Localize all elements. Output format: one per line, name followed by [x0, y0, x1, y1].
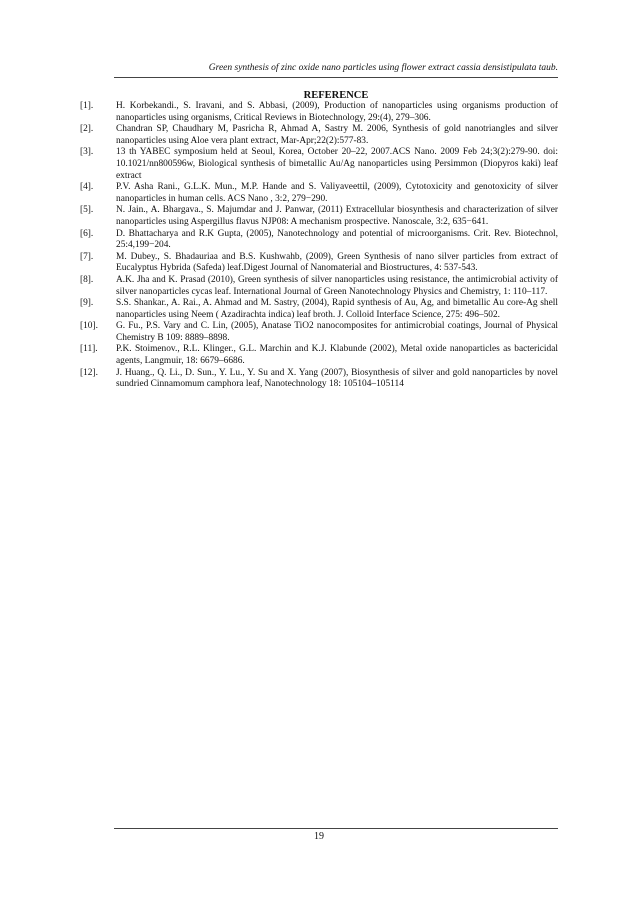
reference-text: P.K. Stoimenov., R.L. Klinger., G.L. Marchin and K.J. Klabunde (2002), Metal oxide nanoparticles as bactericidal agents, Langmuir, 18: 6679–6686. [116, 344, 558, 367]
reference-number: [2]. [80, 124, 94, 135]
reference-item [80, 368, 558, 391]
section-title: REFERENCE [303, 90, 369, 101]
reference-number: [5]. [80, 205, 94, 216]
reference-item [80, 252, 558, 275]
reference-item [80, 275, 558, 298]
reference-item [80, 124, 558, 147]
reference-text: N. Jain., A. Bhargava., S. Majumdar and J. Panwar, (2011) Extracellular biosynthesis and characterization of silver nanoparticles using Aspergillus flavus NJP08: A mechanism prospective. Nanoscale, 3:2, 635−641. [116, 205, 558, 227]
reference-number: [8]. [80, 274, 94, 285]
reference-list [80, 101, 558, 391]
reference-number: [7]. [80, 251, 94, 262]
reference-text: G. Fu., P.S. Vary and C. Lin, (2005), Anatase TiO2 nanocomposites for antimicrobial coatings, Journal of Physical Chemistry B 109: 8889–8898. [116, 321, 558, 343]
reference-number: [6]. [80, 228, 94, 239]
reference-text: S.S. Shankar., A. Rai., A. Ahmad and M. Sastry, (2004), Rapid synthesis of Au, Ag, and bimetallic Au core-Ag shell nanoparticles using Neem ( Azadirachta indica) leaf broth. J. Colloid Interface Science, 275: 496–502. [116, 298, 558, 320]
reference-text: P.V. Asha Rani., G.L.K. Mun., M.P. Hande and S. Valiyaveettil, (2009), Cytotoxicity and genotoxicity of silver nanoparticles in human cells. ACS Nano , 3:2, 279−290. [116, 182, 558, 204]
reference-text: J. Huang., Q. Li., D. Sun., Y. Lu., Y. Su and X. Yang (2007), Biosynthesis of silver and gold nanoparticles by novel sundried Cinnamomum camphora leaf, Nanotechnology 18: 105104–105114 [116, 367, 558, 390]
reference-number: [1]. [80, 101, 94, 111]
reference-item [80, 321, 558, 344]
reference-item [80, 344, 558, 367]
reference-number: [9]. [80, 298, 94, 309]
reference-item [80, 182, 558, 205]
running-header: Green synthesis of zinc oxide nano particles using flower extract cassia densistipulata taub. [208, 63, 558, 73]
reference-number: [10]. [80, 321, 98, 332]
reference-item [80, 101, 558, 124]
reference-text: D. Bhattacharya and R.K Gupta, (2005), Nanotechnology and potential of microorganisms. Crit. Rev. Biotechnol, 25:4,199−204. [116, 228, 558, 251]
page-number: 19 [314, 831, 324, 842]
header-rule [114, 77, 558, 78]
reference-text: M. Dubey., S. Bhadauriaa and B.S. Kushwahb, (2009), Green Synthesis of nano silver particles from extract of Eucalyptus Hybrida (Safeda) leaf.Digest Journal of Nanomaterial and Biostructures, 4: 537-543. [116, 251, 558, 274]
reference-text: H. Korbekandi., S. Iravani, and S. Abbasi, (2009), Production of nanoparticles using organisms production of nanoparticles using organisms, Critical Reviews in Biotechnology, 29:(4), 279–306. [116, 101, 558, 123]
reference-number: [12]. [80, 367, 98, 378]
reference-text: Chandran SP, Chaudhary M, Pasricha R, Ahmad A, Sastry M. 2006, Synthesis of gold nanotriangles and silver nanoparticles using Aloe vera plant extract, Mar-Apr;22(2):577-83. [116, 124, 558, 146]
reference-number: [11]. [80, 344, 98, 355]
footer-rule [114, 828, 558, 829]
reference-text: A.K. Jha and K. Prasad (2010), Green synthesis of silver nanoparticles using resistance, the antimicrobial activity of silver nanoparticles cycas leaf. International Journal of Green Nanotechnology Physics and Chemistry, 1: 110–117. [116, 274, 558, 297]
reference-item [80, 229, 558, 252]
reference-text: 13 th YABEC symposium held at Seoul, Korea, October 20–22, 2007.ACS Nano. 2009 Feb 24;3(2):279-90. doi: 10.1021/nn800596w, Biological synthesis of bimetallic Au/Ag nanoparticles using Persimmon (Diopyros kaki) leaf extract [116, 147, 558, 181]
reference-item [80, 147, 558, 182]
reference-item [80, 205, 558, 228]
reference-number: [3]. [80, 147, 94, 158]
reference-item [80, 298, 558, 321]
reference-number: [4]. [80, 182, 94, 193]
